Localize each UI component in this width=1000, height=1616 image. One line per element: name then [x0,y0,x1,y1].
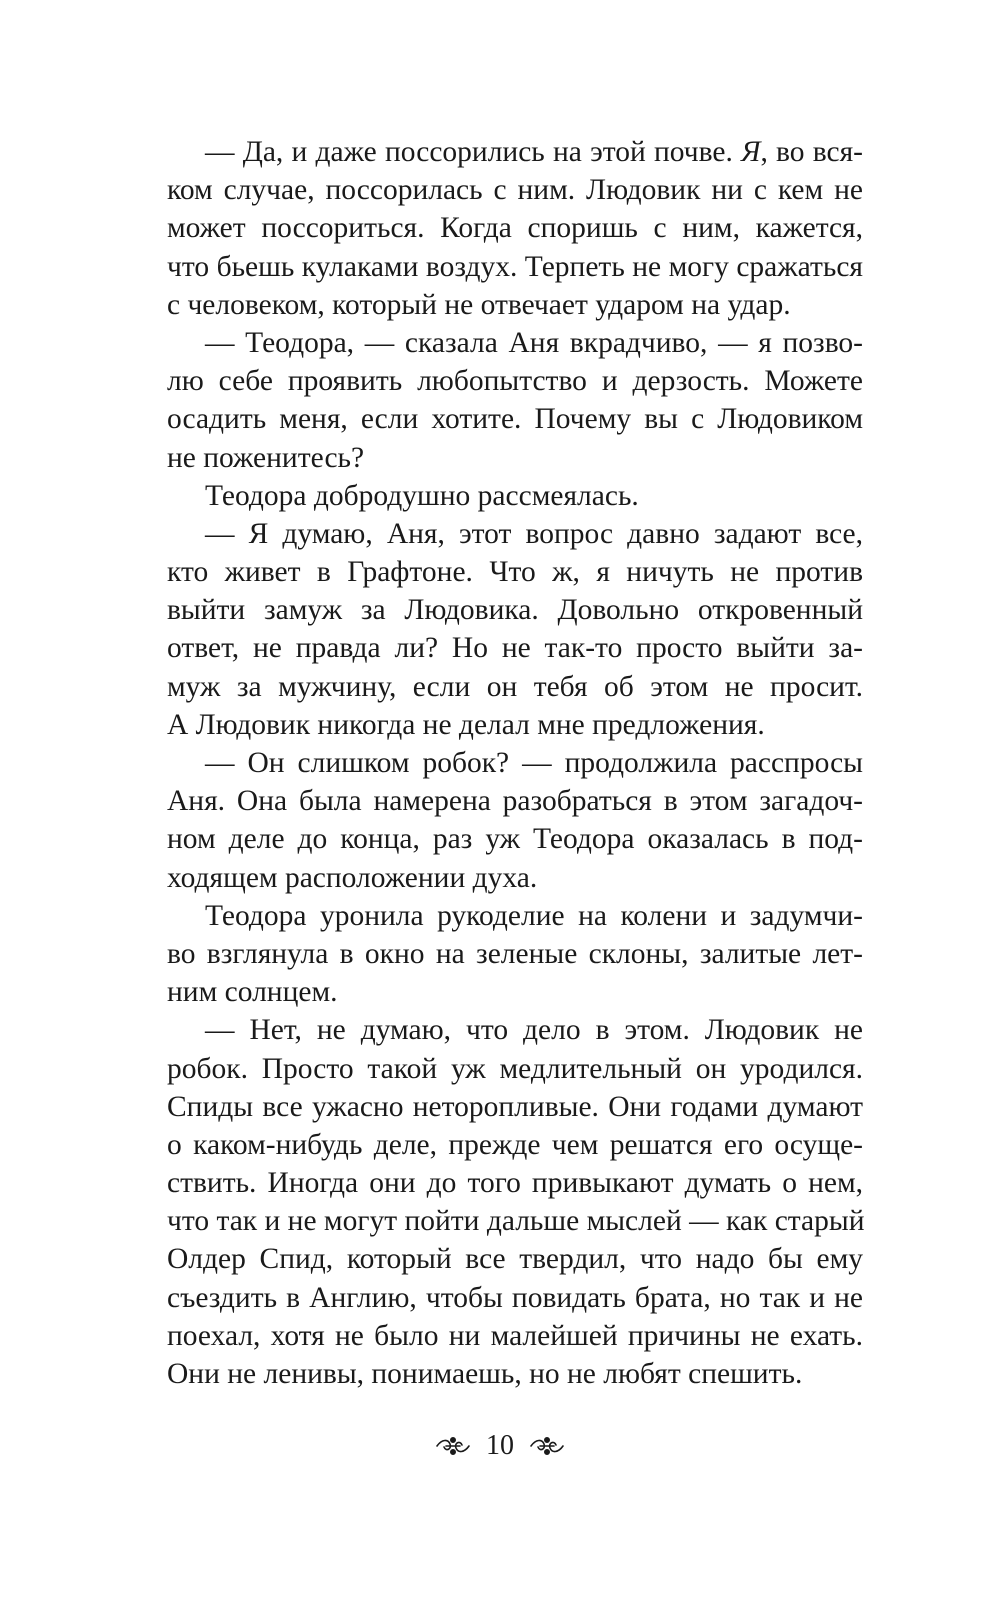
paragraph-line: Аня. Она была намерена разобраться в этом загадоч- [167,785,863,818]
paragraph-line: робок. Просто такой уж медлительный он уродился. [167,1052,863,1085]
paragraph-line: Спиды все ужасно неторопливые. Они годами думают [167,1090,863,1123]
paragraph-line: ходящем расположении духа. [167,861,538,894]
paragraph-line: кто живет в Графтоне. Что ж, я ничуть не против [167,556,863,589]
paragraph-line: Олдер Спид, который все твердил, что надо бы ему [167,1243,863,1276]
paragraph-line: ном деле до конца, раз уж Теодора оказалась в под- [167,823,863,856]
paragraph-line: может поссориться. Когда споришь с ним, кажется, [167,212,863,245]
paragraph-line: что бьешь кулаками воздух. Терпеть не могу сражаться [167,250,863,283]
paragraph-line: ствить. Иногда они до того привыкают думать о нем, [167,1167,863,1200]
paragraph-line: поехал, хотя не было ни малейшей причины не ехать. [167,1319,863,1352]
page-footer [0,1426,1000,1466]
paragraph-line: ком случае, поссорилась с ним. Людовик ни с кем не [167,174,863,207]
paragraph-line: выйти замуж за Людовика. Довольно откровенный [167,594,863,627]
paragraph-line: что так и не могут пойти дальше мыслей — как старый [167,1205,865,1238]
paragraph-first-line: — Нет, не думаю, что дело в этом. Людовик не [205,1014,863,1047]
paragraph-first-line: — Теодора, — сказала Аня вкрадчиво, — я позво- [205,326,863,359]
paragraph-first-line: — Я думаю, Аня, этот вопрос давно задают все, [205,517,863,550]
paragraph-line: А Людовик никогда не делал мне предложения. [167,708,765,741]
paragraph-line: Они не ленивы, понимаешь, но не любят спешить. [167,1358,803,1390]
paragraph-first-line: Теодора добродушно рассмеялась. [205,479,639,512]
paragraph-line: осадить меня, если хотите. Почему вы с Людовиком [167,403,863,436]
paragraph-line: ответ, не правда ли? Но не так-то просто выйти за- [167,632,863,665]
fleuron-ornament-icon [434,1435,472,1457]
paragraph-line: не поженитесь? [167,441,365,474]
paragraph-line: о каком-нибудь деле, прежде чем решатся его осуще- [167,1128,863,1161]
paragraph-line: муж за мужчину, если он тебя об этом не просит. [167,670,863,703]
paragraph-line: ним солнцем. [167,976,338,1009]
paragraph-first-line: — Да, и даже поссорились на этой почве. Я, во вся- [205,136,863,168]
paragraph-first-line: Теодора уронила рукоделие на колени и задумчи- [205,899,863,932]
paragraph-line: съездить в Англию, чтобы повидать брата, но так и не [167,1281,863,1314]
fleuron-ornament-icon [528,1435,566,1457]
paragraph-line: во взглянула в окно на зеленые склоны, залитые лет- [167,937,863,970]
paragraph-first-line: — Он слишком робок? — продолжила расспросы [205,747,863,779]
paragraph-line: лю себе проявить любопытство и дерзость. Можете [167,365,863,398]
body-text [167,133,863,1393]
page-number: 10 [486,1430,514,1461]
paragraph-line: с человеком, который не отвечает ударом на удар. [167,288,791,321]
